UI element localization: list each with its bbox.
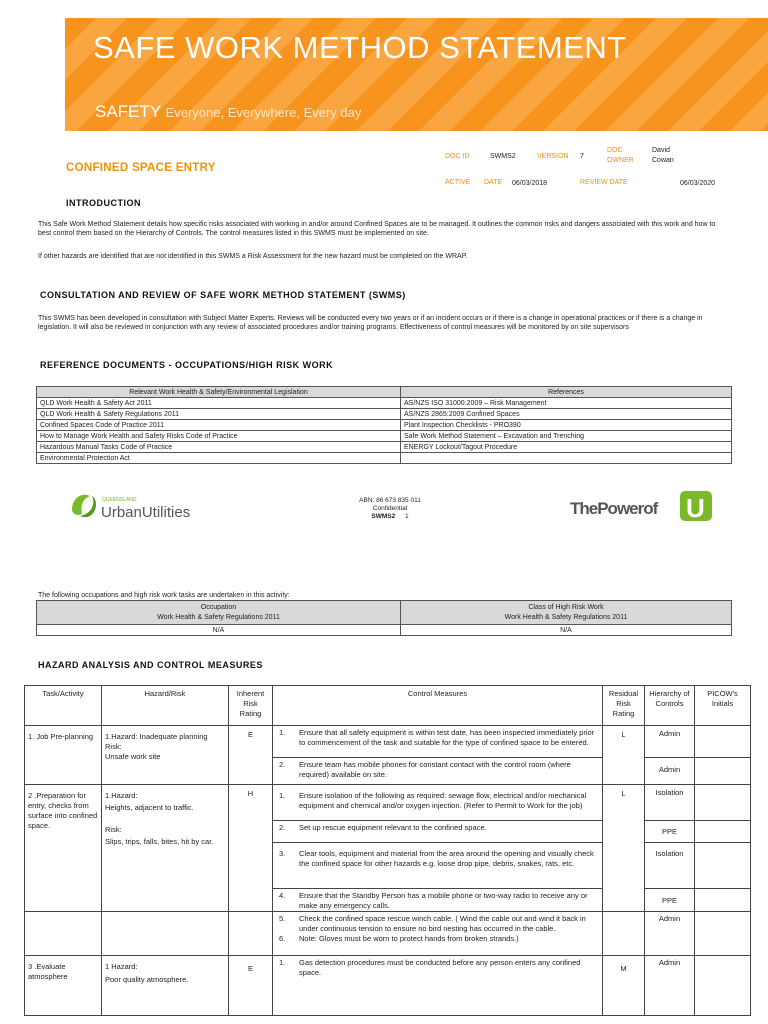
task-text: 2 .Preparation for entry, checks from surface into confined space. [28, 791, 98, 830]
task-cell [25, 785, 102, 912]
picow-initials-field[interactable] [695, 785, 750, 821]
version-label: VERSION [537, 153, 569, 160]
picow-initials-field[interactable] [695, 889, 750, 911]
hazard-cell [102, 956, 229, 1016]
picow-cell[interactable] [695, 726, 751, 785]
header-inherent: Inherent Risk Rating [229, 686, 273, 726]
banner-safety: SAFETY [95, 102, 161, 121]
hazard-text: Heights, adjacent to traffic. [105, 803, 194, 812]
legislation-cell: QLD Work Health & Safety Regulations 2011 [37, 409, 401, 420]
control-item [273, 956, 602, 980]
references-header-row [37, 387, 732, 398]
footer-page-number: 1 [405, 513, 409, 520]
hierarchy-cell [645, 726, 695, 785]
hazard-label: 1 Hazard: [105, 962, 138, 971]
hazard-cell [102, 726, 229, 785]
footer-info [300, 497, 480, 521]
task-cell [25, 912, 102, 956]
picow-initials-field[interactable] [695, 956, 751, 1016]
residual-rating: L [603, 726, 645, 785]
references-heading: REFERENCE DOCUMENTS - OCCUPATIONS/HIGH RISK WORK [40, 360, 334, 370]
date-label: DATE [484, 179, 503, 186]
introduction-note: If other hazards are identified that are not identified in this SWMS a Risk Assessment for the new hazard must be completed on the WRAP. [38, 253, 468, 260]
table-row [25, 785, 751, 912]
control-text: Clear tools, equipment and material from the area around the opening and visually check the confined space for other hazards e.g. loose drop pipe, debris, snakes, rats, etc. [299, 849, 594, 868]
table-row [37, 409, 732, 420]
control-measures-cell [273, 785, 603, 912]
logo-power-text: ThePowerof [570, 499, 658, 518]
banner-title: SAFE WORK METHOD STATEMENT [93, 30, 627, 65]
control-text: Set up rescue equipment relevant to the confined space. [299, 823, 487, 832]
table-row [25, 912, 751, 956]
doc-id-label: DOC ID [445, 153, 470, 160]
header-hazard: Hazard/Risk [102, 686, 229, 726]
risk-work-header-line-2: Work Health & Safety Regulations 2011 [504, 613, 628, 621]
active-label: ACTIVE [445, 179, 471, 186]
control-number: 1. [279, 728, 286, 737]
table-row [37, 453, 732, 464]
task-text: 1. Job Pre-planning [28, 732, 94, 741]
references-col-references: References [401, 387, 732, 398]
doc-owner-label-1: DOC [607, 147, 623, 154]
reference-cell: ENERGY Lockout/Tagout Procedure [401, 442, 732, 453]
control-item [273, 726, 602, 758]
risk-text: Slips, trips, falls, bites, hit by car. [105, 837, 214, 846]
banner-tagline-text: Everyone, Everywhere, Every day [165, 105, 362, 120]
control-number: 1. [279, 791, 286, 800]
control-text: Check the confined space rescue winch cable. ( Wind the cable out and wind it back in under continuous tension to ensure no bird nesting has occurred in the cable. [299, 914, 586, 933]
footer-doc-id: SWMS2 [371, 513, 396, 520]
risk-work-header-line-1: Class of High Risk Work [528, 603, 604, 611]
risk-work-header [401, 601, 732, 625]
occupation-header [37, 601, 401, 625]
doc-owner-label-2: OWNER [607, 157, 634, 164]
hazard-header-row [25, 686, 751, 726]
legislation-cell: Hazardous Manual Tasks Code of Practice [37, 442, 401, 453]
control-number: 6. [279, 934, 286, 943]
the-power-of-u-logo [570, 488, 720, 524]
reference-cell [401, 453, 732, 464]
control-number: 4. [279, 891, 286, 900]
picow-initials-field[interactable] [695, 821, 750, 843]
picow-initials-field[interactable] [695, 726, 750, 758]
hierarchy-value: Admin [645, 726, 694, 758]
control-text: Note: Gloves must be worn to protect hands from broken strands.) [299, 934, 519, 943]
reference-cell: AS/NZS ISO 31000:2009 – Risk Management [401, 398, 732, 409]
introduction-heading: INTRODUCTION [66, 198, 141, 208]
table-row [37, 431, 732, 442]
urban-utilities-logo [66, 486, 226, 526]
control-item [273, 912, 602, 946]
control-item [273, 889, 602, 911]
doc-id-value: SWMS2 [490, 153, 516, 160]
hazard-label: 1.Hazard: [105, 791, 138, 800]
header-residual: Residual Risk Rating [603, 686, 645, 726]
control-item [273, 758, 602, 784]
control-number: 3. [279, 849, 286, 858]
risk-label: Risk: [105, 825, 122, 834]
risk-work-value: N/A [401, 625, 732, 636]
footer-abn: ABN: 86 673 835 011 [359, 497, 421, 504]
legislation-cell: Environmental Protection Act [37, 453, 401, 464]
consultation-paragraph: This SWMS has been developed in consultation with Subject Matter Experts. Reviews will be conducted every two years or if an incident occurs or if there is a change in operational practices or if there is a change in legislation. It will also be reviewed in conjunction with any review of associated procedures and/or training programs. Effectiveness of control measures will be monitored by on site supervisors [38, 315, 703, 332]
control-number: 2. [279, 823, 286, 832]
table-row [25, 726, 751, 785]
logo-queensland-text: QUEENSLAND [102, 497, 137, 503]
table-row [37, 442, 732, 453]
picow-initials-field[interactable] [695, 758, 750, 784]
hierarchy-value: Isolation [645, 785, 694, 821]
table-row [37, 625, 732, 636]
control-text: Ensure isolation of the following as required: sewage flow, electrical and/or mechanical equipment and chemical and/or oxygen injection. (Refer to Permit to Work for the job) [299, 791, 587, 810]
residual-rating: L [603, 785, 645, 912]
control-measures-cell [273, 912, 603, 956]
control-item [273, 843, 602, 889]
header-hierarchy: Hierarchy of Controls [645, 686, 695, 726]
hazard-cell [102, 785, 229, 912]
hazard-text: 1.Hazard: Inadequate planning [105, 732, 208, 741]
legislation-cell: Confined Spaces Code of Practice 2011 [37, 420, 401, 431]
introduction-paragraph: This Safe Work Method Statement details how specific risks associated with working in and/or around Confined Spaces are to be managed. It outlines the common risks and dangers associated with this work and how to best control them based on the Hierarchy of Controls. The control measures listed in this SWMS must be implemented on site. [38, 221, 716, 238]
hierarchy-value: Isolation [645, 843, 694, 889]
occupations-table [36, 600, 732, 636]
control-measures-cell [273, 956, 603, 1016]
hazard-text: Poor quality atmosphere. [105, 975, 189, 984]
hierarchy-cell [645, 785, 695, 912]
hierarchy-value: Admin [645, 956, 695, 1016]
hierarchy-value: PPE [661, 896, 677, 905]
control-item [273, 785, 602, 821]
control-text: Ensure that all safety equipment is within test date, has been inspected immediately prior to commencement of the task and suitable for the type of confined space to be entered. [299, 728, 595, 747]
task-cell [25, 956, 102, 1016]
references-table [36, 386, 732, 464]
header-control: Control Measures [273, 686, 603, 726]
control-measures-cell [273, 726, 603, 785]
reference-cell: Safe Work Method Statement – Excavation and Trenching [401, 431, 732, 442]
doc-owner-value-1: David [652, 147, 670, 154]
table-row [37, 398, 732, 409]
occupations-intro: The following occupations and high risk work tasks are undertaken in this activity: [38, 592, 290, 599]
hazard-table [24, 685, 751, 1016]
hazard-cell [102, 912, 229, 956]
review-date-value: 06/03/2020 [680, 180, 716, 187]
hierarchy-value: Admin [658, 765, 681, 774]
footer-doc-page [300, 513, 480, 521]
control-number: 1. [279, 958, 286, 967]
inherent-rating: E [229, 726, 273, 785]
table-row [25, 956, 751, 1016]
banner-tagline [95, 102, 361, 122]
consultation-heading: CONSULTATION AND REVIEW OF SAFE WORK METHOD STATEMENT (SWMS) [40, 290, 406, 300]
doc-owner-value-2: Cowan [652, 157, 674, 164]
occupations-header-row [37, 601, 732, 625]
inherent-rating: H [229, 785, 273, 912]
footer-confidential: Confidential [372, 505, 408, 512]
active-date-value: 06/03/2018 [512, 180, 548, 187]
header-task: Task/Activity [25, 686, 102, 726]
version-value: 7 [580, 153, 584, 160]
occupation-header-line-2: Work Health & Safety Regulations 2011 [157, 613, 280, 621]
picow-cell[interactable] [695, 785, 751, 912]
reference-cell: Plant Inspection Checklists - PRO390 [401, 420, 732, 431]
references-col-legislation: Relevant Work Health & Safety/Environmental Legislation [37, 387, 401, 398]
header-banner [65, 18, 768, 131]
risk-text: Unsafe work site [105, 752, 161, 761]
control-item [273, 821, 602, 843]
control-text: Gas detection procedures must be conducted before any person enters any confined space. [299, 958, 581, 977]
logo-urban-utilities-text: UrbanUtilities [101, 504, 191, 521]
table-row [37, 420, 732, 431]
legislation-cell: QLD Work Health & Safety Act 2011 [37, 398, 401, 409]
document-title: CONFINED SPACE ENTRY [66, 162, 216, 174]
logo-u-text: U [686, 493, 705, 523]
residual-rating [603, 912, 645, 956]
header-picow: PICOW's Initials [695, 686, 751, 726]
occupation-header-line-1: Occupation [200, 603, 237, 611]
hierarchy-value: Admin [645, 912, 695, 956]
legislation-cell: How to Manage Work Health and Safety Risks Code of Practice [37, 431, 401, 442]
inherent-rating [229, 912, 273, 956]
occupation-value: N/A [37, 625, 401, 636]
hierarchy-value: PPE [645, 821, 694, 843]
task-cell [25, 726, 102, 785]
risk-label: Risk: [105, 742, 122, 751]
control-text: Ensure team has mobile phones for constant contact with the control room (where required) available on site. [299, 760, 571, 779]
reference-cell: AS/NZS 2865:2009 Confined Spaces [401, 409, 732, 420]
picow-initials-field[interactable] [695, 912, 751, 956]
hazard-heading: HAZARD ANALYSIS AND CONTROL MEASURES [38, 660, 263, 670]
inherent-rating: E [229, 956, 273, 1016]
picow-initials-field[interactable] [695, 843, 750, 889]
control-text: Ensure that the Standby Person has a mobile phone or two-way radio to receive any or make any emergency calls. [299, 891, 588, 910]
residual-rating: M [603, 956, 645, 1016]
task-text: 3 .Evaluate atmosphere [28, 962, 68, 981]
control-number: 2. [279, 760, 286, 769]
review-date-label: REVIEW DATE [580, 179, 628, 186]
control-number: 5. [279, 914, 286, 923]
